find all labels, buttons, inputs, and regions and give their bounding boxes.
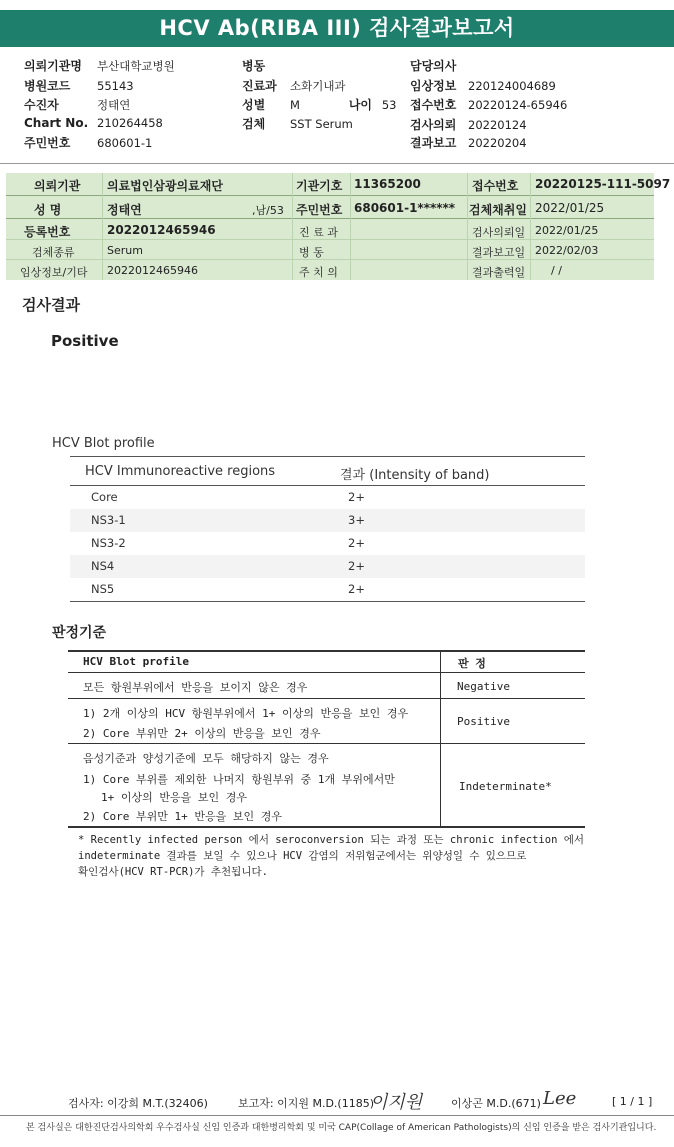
header-doctor: 담당의사 bbox=[410, 59, 457, 73]
accreditation-notice: 본 검사실은 대한진단검사의학회 우수검사실 신임 인증과 대한병리학회 및 미국 CAP(Collage of American Pathologists)의 신임 인증을 받은 검사기관입니다. bbox=[26, 1123, 657, 1133]
criteria-indeterminate-desc-1b: 1+ 이상의 반응을 보인 경우 bbox=[101, 791, 247, 804]
info-label-resident-no: 주민번호 bbox=[296, 203, 343, 217]
footnote: * Recently infected person 에서 seroconversion 되는 과정 또는 chronic infection 에서 indeterminate 결과를 보일 수 있으나 HCV 감염의 저위험군에서는 위양성일 수 있으므로 확인검사(HCV RT-PCR)가 추천됩니다. bbox=[78, 834, 585, 878]
header-institution: 의뢰기관명 부산대학교병원 bbox=[24, 59, 175, 73]
info-name: 정태연 bbox=[107, 203, 142, 217]
blot-col-regions: HCV Immunoreactive regions bbox=[85, 464, 276, 479]
doctor-handwritten-signature: Lee bbox=[543, 1088, 577, 1109]
header-report-date: 결과보고 20220204 bbox=[410, 136, 527, 150]
criteria-positive-desc-1: 1) 2개 이상의 HCV 항원부위에서 1+ 이상의 반응을 보인 경우 bbox=[83, 707, 409, 720]
header-request-date: 검사의뢰 20220124 bbox=[410, 118, 527, 132]
criteria-negative-result: Negative bbox=[457, 680, 510, 693]
criteria-indeterminate-desc-0: 음성기준과 양성기준에 모두 해당하지 않는 경우 bbox=[83, 752, 329, 765]
info-specimen-type: Serum bbox=[107, 244, 143, 257]
info-label-specimen-type: 검체종류 bbox=[32, 246, 75, 259]
header-department: 진료과 소화기내과 bbox=[242, 79, 346, 93]
header-sex: 성별 M 나이 53 bbox=[242, 98, 397, 112]
header-hospital-code: 병원코드 55143 bbox=[24, 79, 134, 93]
tester-signature: 검사자: 이강희 M.T.(32406) bbox=[68, 1097, 208, 1110]
info-label-print-date: 결과출력일 bbox=[472, 266, 526, 279]
blot-col-intensity: 결과 (Intensity of band) bbox=[340, 468, 490, 483]
info-label-request-date: 검사의뢰일 bbox=[472, 226, 526, 239]
report-title: HCV Ab(RIBA III) 검사결과보고서 bbox=[0, 10, 674, 47]
blot-row: Core 2+ bbox=[91, 490, 365, 504]
blot-row: NS3-1 3+ bbox=[70, 509, 585, 532]
info-label-institution-code: 기관기호 bbox=[296, 179, 343, 193]
info-resident-no: 680601-1****** bbox=[354, 201, 456, 215]
info-label-institution: 의뢰기관 bbox=[34, 179, 81, 193]
blot-row: NS3-2 2+ bbox=[91, 536, 365, 550]
info-print-date: / / bbox=[551, 264, 562, 277]
header-receipt-no: 접수번호 20220124-65946 bbox=[410, 98, 568, 112]
criteria-table bbox=[68, 650, 585, 826]
info-collect-date: 2022/01/25 bbox=[535, 201, 605, 215]
header-resident-no: 주민번호 680601-1 bbox=[24, 136, 153, 150]
page-indicator: [ 1 / 1 ] bbox=[612, 1095, 653, 1108]
criteria-indeterminate-desc-2: 2) Core 부위만 1+ 반응을 보인 경우 bbox=[83, 810, 282, 823]
header-divider bbox=[0, 163, 674, 164]
blot-title: HCV Blot profile bbox=[52, 436, 155, 451]
lab-info-box bbox=[6, 173, 671, 280]
info-label-attending: 주 치 의 bbox=[299, 266, 338, 279]
criteria-positive-result: Positive bbox=[457, 715, 510, 728]
info-request-date: 2022/01/25 bbox=[535, 224, 599, 237]
criteria-title: 판정기준 bbox=[52, 625, 107, 641]
info-institution: 의료법인삼광의료재단 bbox=[107, 179, 223, 193]
criteria-indeterminate-desc-1: 1) Core 부위를 제외한 나머지 항원부위 중 1개 부위에서만 bbox=[83, 773, 395, 786]
header-specimen: 검체 SST Serum bbox=[242, 117, 353, 131]
reporter-signature: 보고자: 이지원 M.D.(1185) bbox=[238, 1097, 374, 1110]
header-ward: 병동 bbox=[242, 59, 266, 73]
criteria-negative-desc: 모든 항원부위에서 반응을 보이지 않은 경우 bbox=[83, 681, 308, 694]
footer-divider bbox=[0, 1115, 674, 1116]
header-clinical-info: 임상정보 220124004689 bbox=[410, 79, 556, 93]
result-section-title: 검사결과 bbox=[22, 296, 80, 314]
blot-row: NS4 2+ bbox=[70, 555, 585, 578]
info-label-receipt-no: 접수번호 bbox=[472, 179, 519, 193]
criteria-col-judgement: 판 정 bbox=[458, 657, 486, 670]
info-clinical-etc: 2022012465946 bbox=[107, 264, 198, 277]
info-label-name: 성 명 bbox=[34, 203, 62, 217]
info-label-report-date: 결과보고일 bbox=[472, 246, 526, 259]
result-value: Positive bbox=[51, 332, 119, 350]
info-reg-no: 2022012465946 bbox=[107, 223, 216, 237]
info-label-clinical-etc: 임상정보/기타 bbox=[20, 266, 88, 279]
criteria-indeterminate-result: Indeterminate* bbox=[459, 780, 552, 793]
info-label-reg-no: 등록번호 bbox=[24, 225, 71, 239]
info-institution-code: 11365200 bbox=[354, 177, 421, 191]
criteria-col-profile: HCV Blot profile bbox=[83, 655, 189, 668]
header-chart-no: Chart No. 210264458 bbox=[24, 116, 163, 130]
reporter-handwritten-signature: 이지원 bbox=[370, 1092, 423, 1113]
info-label-department: 진 료 과 bbox=[299, 226, 338, 239]
doctor-signature: 이상곤 M.D.(671) bbox=[451, 1097, 541, 1110]
criteria-positive-desc-2: 2) Core 부위만 2+ 이상의 반응을 보인 경우 bbox=[83, 727, 321, 740]
info-receipt-no: 20220125-111-5097 bbox=[535, 177, 671, 191]
info-label-collect-date: 검체채취일 bbox=[469, 203, 527, 217]
blot-row: NS5 2+ bbox=[91, 582, 365, 596]
info-sex-age: ,남/53 bbox=[252, 204, 284, 217]
header-patient: 수진자 정태연 bbox=[24, 98, 131, 112]
info-report-date: 2022/02/03 bbox=[535, 244, 599, 257]
info-label-ward: 병 동 bbox=[299, 246, 324, 259]
